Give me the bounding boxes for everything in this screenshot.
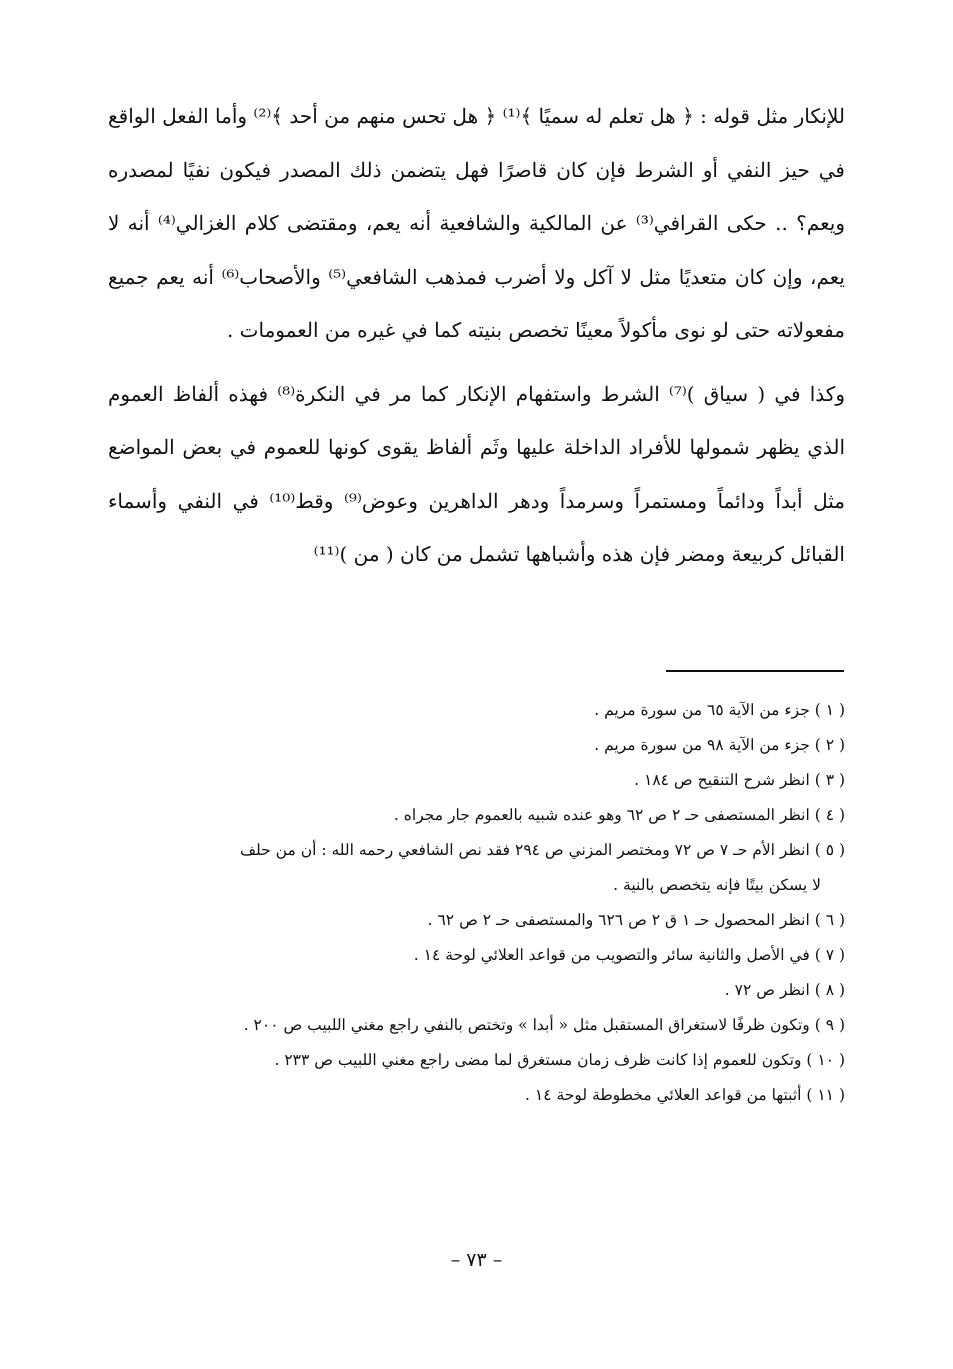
footnote-5: ( ٥ ) انظر الأم حـ ٧ ص ٧٢ ومختصر المزني ص ٢٩٤ فقد نص الشافعي رحمه الله : أن من حلف bbox=[240, 841, 845, 859]
footnote-separator bbox=[666, 670, 844, 672]
footnote-10: ( ١٠ ) وتكون للعموم إذا كانت ظرف زمان مستغرق لما مضى راجع مغني اللبيب ص ٢٣٣ . bbox=[274, 1051, 845, 1069]
page-number: – ٧٣ – bbox=[450, 1249, 503, 1271]
footnote-2: ( ٢ ) جزء من الآية ٩٨ من سورة مريم . bbox=[594, 736, 845, 754]
footnote-3: ( ٣ ) انظر شرح التنقيح ص ١٨٤ . bbox=[634, 771, 845, 789]
main-text bbox=[108, 90, 845, 582]
footnote-7: ( ٧ ) في الأصل والثانية سائر والتصويب من قواعد العلائي لوحة ١٤ . bbox=[413, 946, 845, 964]
footnote-9: ( ٩ ) وتكون ظرفًا لاستغراق المستقبل مثل « أبدا » وتختص بالنفي راجع مغني اللبيب ص ٢٠٠ . bbox=[243, 1016, 845, 1034]
footnote-4: ( ٤ ) انظر المستصفى حـ ٢ ص ٦٢ وهو عنده شبيه بالعموم جار مجراه . bbox=[393, 806, 845, 824]
paragraph-1: للإنكار مثل قوله : ﴿ هل تعلم له سميًا ﴾⁽¹⁾ ﴿ هل تحس منهم من أحد ﴾⁽²⁾ وأما الفعل الواقع في حيز النفي أو الشرط فإن كان قاصرًا فهل يتضمن ذلك المصدر فيكون نفيًا لمصدره ويعم؟ .. حكى القرافي⁽³⁾ عن المالكية والشافعية أنه يعم، ومقتضى كلام الغزالي⁽⁴⁾ أنه لا يعم، وإن كان متعديًا مثل لا آكل ولا أضرب فمذهب الشافعي⁽⁵⁾ والأصحاب⁽⁶⁾ أنه يعم جميع مفعولاته حتى لو نوى مأكولاً معينًا تخصص بنيته كما في غيره من العمومات . bbox=[108, 104, 846, 342]
footnote-5-continuation: لا يسكن بيتًا فإنه يتخصص بالنية . bbox=[613, 876, 821, 894]
footnote-8: ( ٨ ) انظر ص ٧٢ . bbox=[724, 981, 845, 999]
footnote-1: ( ١ ) جزء من الآية ٦٥ من سورة مريم . bbox=[594, 701, 845, 719]
paragraph-2: وكذا في ( سياق )⁽⁷⁾ الشرط واستفهام الإنكار كما مر في النكرة⁽⁸⁾ فهذه ألفاظ العموم الذي يظهر شمولها للأفراد الداخلة عليها وثَم ألفاظ يقوى كونها للعموم في بعض المواضع مثل أبداً ودائماً ومستمراً وسرمداً ودهر الداهرين وعوض⁽⁹⁾ وقط⁽¹⁰⁾ في النفي وأسماء القبائل كربيعة ومضر فإن هذه وأشباهها تشمل من كان ( من )⁽¹¹⁾ bbox=[108, 381, 845, 566]
footnote-11: ( ١١ ) أثبتها من قواعد العلائي مخطوطة لوحة ١٤ . bbox=[525, 1086, 845, 1104]
footnotes bbox=[108, 693, 845, 1113]
footnote-6: ( ٦ ) انظر المحصول حـ ١ ق ٢ ص ٦٢٦ والمستصفى حـ ٢ ص ٦٢ . bbox=[427, 911, 845, 929]
